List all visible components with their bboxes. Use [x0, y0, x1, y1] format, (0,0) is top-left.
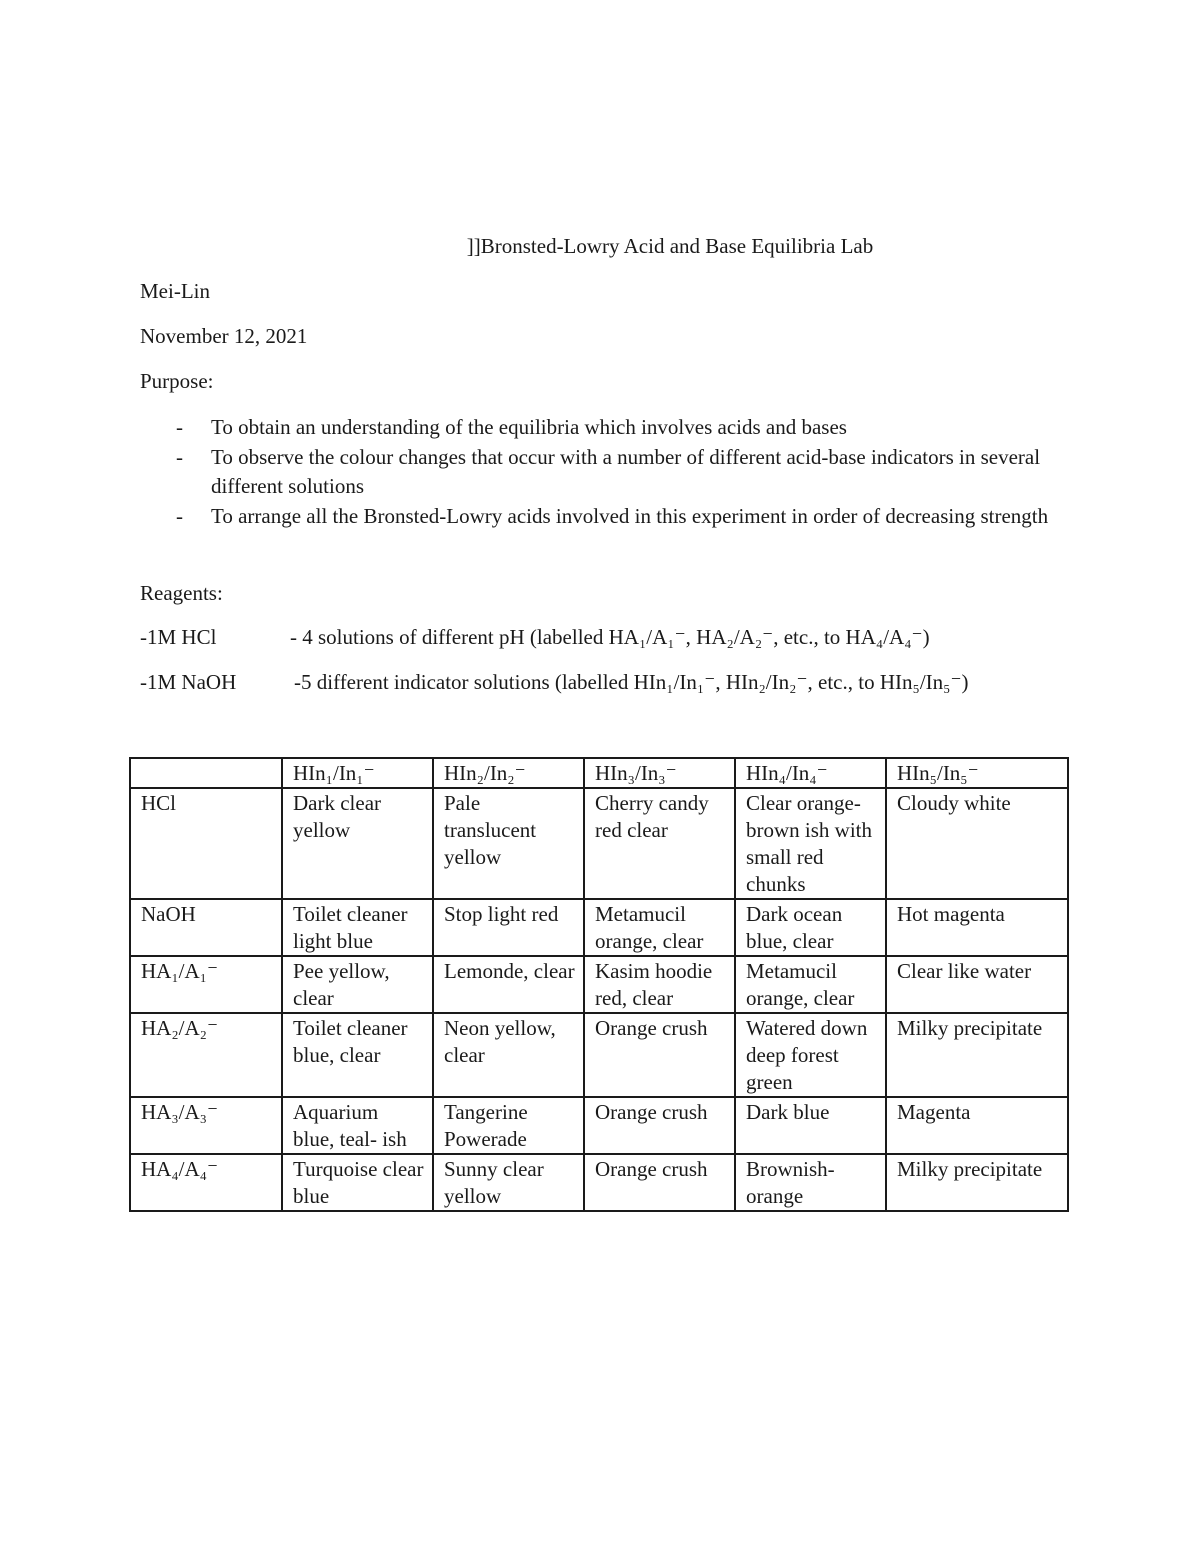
- table-row: [130, 899, 1068, 956]
- row-label: HCl: [130, 788, 282, 899]
- column-header: HIn₁/In₁⁻: [282, 758, 433, 788]
- row-label: HA₁/A₁⁻: [130, 956, 282, 1013]
- list-item: [140, 443, 1060, 502]
- table-cell: Watered down deep forest green: [735, 1013, 886, 1097]
- table-cell: Clear orange-brown ish with small red chunks: [735, 788, 886, 899]
- table-header-row: [130, 758, 1068, 788]
- table-cell: Orange crush: [584, 1097, 735, 1154]
- table-row: [130, 1097, 1068, 1154]
- table-cell: Pale translucent yellow: [433, 788, 584, 899]
- table-row: [130, 1013, 1068, 1097]
- list-item: [140, 502, 1060, 532]
- table-cell: Clear like water: [886, 956, 1068, 1013]
- purpose-item-text: To observe the colour changes that occur with a number of different acid-base indicators in several different solutions: [211, 444, 1041, 498]
- table-row: [130, 788, 1068, 899]
- table-cell: Orange crush: [584, 1154, 735, 1211]
- table-cell: Sunny clear yellow: [433, 1154, 584, 1211]
- row-label: HA₂/A₂⁻: [130, 1013, 282, 1097]
- table-cell: Cloudy white: [886, 788, 1068, 899]
- document-date: November 12, 2021: [140, 324, 308, 348]
- bullet-dash: -: [176, 503, 183, 528]
- table-cell: Dark ocean blue, clear: [735, 899, 886, 956]
- column-header: HIn₂/In₂⁻: [433, 758, 584, 788]
- bullet-dash: -: [176, 444, 183, 469]
- list-item: [140, 413, 1060, 443]
- reagent-row-2: [140, 669, 969, 695]
- table-cell: Magenta: [886, 1097, 1068, 1154]
- table-cell: Milky precipitate: [886, 1013, 1068, 1097]
- table-corner-cell: [130, 758, 282, 788]
- table-cell: Metamucil orange, clear: [584, 899, 735, 956]
- purpose-list: [140, 413, 1060, 531]
- table-cell: Pee yellow, clear: [282, 956, 433, 1013]
- bullet-dash: -: [176, 415, 183, 439]
- table-cell: Hot magenta: [886, 899, 1068, 956]
- table-cell: Stop light red: [433, 899, 584, 956]
- reagent-row-1: [140, 624, 930, 650]
- reagent-name: -1M NaOH: [140, 670, 237, 694]
- observation-table: [129, 757, 1069, 1212]
- document-title: ]]Bronsted-Lowry Acid and Base Equilibria Lab: [466, 234, 874, 258]
- table-cell: Lemonde, clear: [433, 956, 584, 1013]
- table-cell: Dark clear yellow: [282, 788, 433, 899]
- table-cell: Tangerine Powerade: [433, 1097, 584, 1154]
- row-label: NaOH: [130, 899, 282, 956]
- table-row: [130, 956, 1068, 1013]
- purpose-item-text: To obtain an understanding of the equilibria which involves acids and bases: [211, 415, 847, 439]
- purpose-item-text: To arrange all the Bronsted-Lowry acids involved in this experiment in order of decreasing strength: [211, 503, 1049, 528]
- author-name: Mei-Lin: [140, 279, 210, 303]
- row-label: HA₃/A₃⁻: [130, 1097, 282, 1154]
- table-cell: Milky precipitate: [886, 1154, 1068, 1211]
- column-header: HIn₃/In₃⁻: [584, 758, 735, 788]
- table-cell: Turquoise clear blue: [282, 1154, 433, 1211]
- table-cell: Orange crush: [584, 1013, 735, 1097]
- table-cell: Toilet cleaner light blue: [282, 899, 433, 956]
- reagent-description: -5 different indicator solutions (labelled HIn₁/In₁⁻, HIn₂/In₂⁻, etc., to HIn₅/In₅⁻): [294, 670, 969, 694]
- row-label: HA₄/A₄⁻: [130, 1154, 282, 1211]
- table-cell: Cherry candy red clear: [584, 788, 735, 899]
- table-cell: Neon yellow, clear: [433, 1013, 584, 1097]
- purpose-heading: Purpose:: [140, 369, 214, 393]
- table-cell: Aquarium blue, teal- ish: [282, 1097, 433, 1154]
- table-cell: Brownish-orange: [735, 1154, 886, 1211]
- table-cell: Metamucil orange, clear: [735, 956, 886, 1013]
- column-header: HIn₅/In₅⁻: [886, 758, 1068, 788]
- table-row: [130, 1154, 1068, 1211]
- reagent-name: -1M HCl: [140, 625, 217, 649]
- table-cell: Toilet cleaner blue, clear: [282, 1013, 433, 1097]
- reagents-heading: Reagents:: [140, 581, 223, 605]
- table-cell: Dark blue: [735, 1097, 886, 1154]
- reagent-description: - 4 solutions of different pH (labelled HA₁/A₁⁻, HA₂/A₂⁻, etc., to HA₄/A₄⁻): [290, 625, 930, 649]
- table-cell: Kasim hoodie red, clear: [584, 956, 735, 1013]
- column-header: HIn₄/In₄⁻: [735, 758, 886, 788]
